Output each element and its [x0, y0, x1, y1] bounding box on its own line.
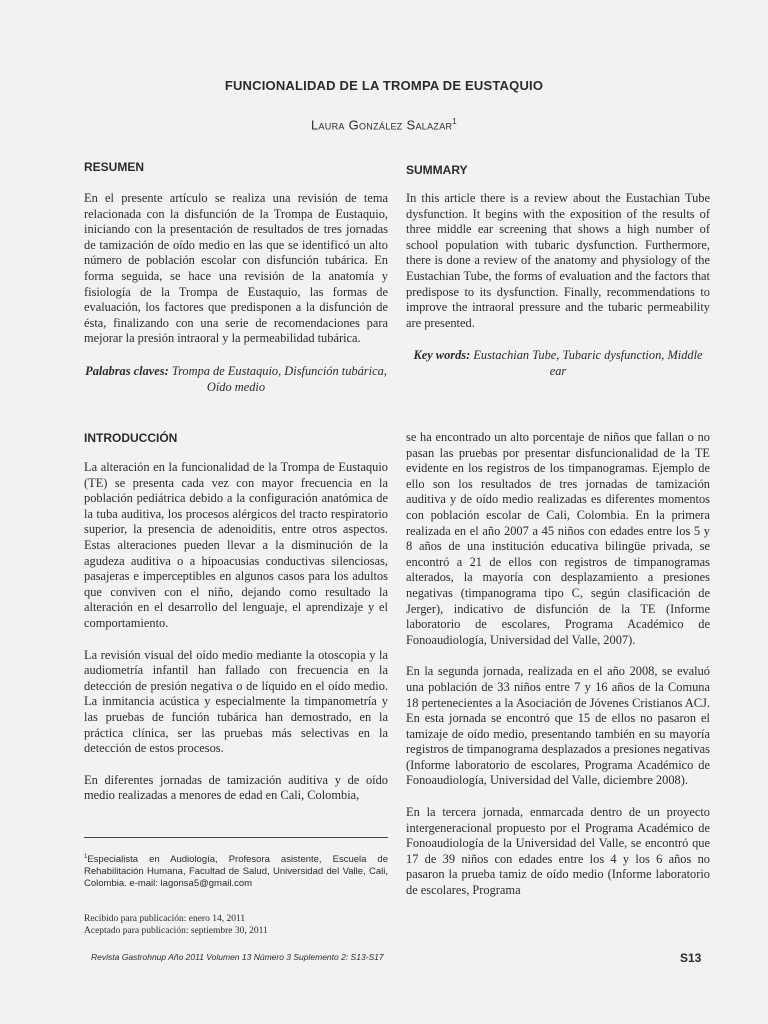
footnote-divider: [84, 837, 388, 838]
author-footnote: [84, 851, 388, 890]
resumen-text: En el presente artículo se realiza una revisión de tema relacionada con la disfunción de la Trompa de Eustaquio, iniciando con la presentación de resultados de tres jornadas de tamización de oído medio en las que se identificó un alto número de población escolar con disfunción tubárica. En forma seguida, se hace una revisión de la anatomía y fisiología de la Trompa de Eustaquio, las formas de evaluación, los factores que predisponen a la disfunción de ésta, finalizando con una serie de recomendaciones para mejorar la presión intraoral y la permeabilidad tubárica.: [84, 191, 388, 346]
intro-section: [84, 431, 388, 804]
intro-paragraph-1: La alteración en la funcionalidad de la Trompa de Eustaquio (TE) se presenta cada vez con mayor frecuencia en la población pediátrica debido a la configuración anatómica de la tuba auditiva, los procesos alérgicos del tracto respiratorio superior, la presencia de adenoiditis, entre otros aspectos. Estas alteraciones pueden llevar a la disminución de la agudeza auditiva o a hipoacusias conductivas silenciosas, pasajeras e imperceptibles en algunos casos para los adultos que conviven con el niño, dejando como resultado la alteración en el desarrollo del lenguaje, el aprendizaje y el comportamiento.: [84, 460, 388, 630]
right-column-body: [406, 430, 710, 899]
summary-heading: SUMMARY: [406, 163, 468, 177]
resumen-section: [84, 160, 388, 395]
resumen-keywords-label: Palabras claves:: [85, 363, 169, 378]
body-paragraph-3: En la tercera jornada, enmarcada dentro de un proyecto intergeneracional propuesto por el Programa Académico de Fonoaudiología de la Universidad del Valle, se encontró que 17 de 39 niños con edades entre los 4 y los 6 años no pasaron la prueba tamiz de oído medio (Informe laboratorio de escolares, Programa: [406, 805, 710, 898]
received-date: Recibido para publicación: enero 14, 2011: [84, 914, 246, 925]
author-name: Laura González Salazar: [310, 117, 453, 133]
author-footnote-mark: 1: [452, 117, 458, 126]
journal-citation: Revista Gastrohnup Año 2011 Volumen 13 Número 3 Suplemento 2: S13-S17: [91, 952, 384, 962]
page-number: S13: [680, 951, 702, 965]
summary-keywords-label: Key words:: [413, 348, 471, 363]
intro-heading: INTRODUCCIÓN: [84, 431, 178, 445]
summary-section: [406, 163, 710, 380]
summary-text: In this article there is a review about the Eustachian Tube dysfunction. It begins with the exposition of the results of three middle ear screening that shows a high number of school population with tubaric dysfunction. Furthermore, there is done a review of the anatomy and physiology of the Eustachian Tube, the forms of evaluation and the factors that predispose to its dysfunction. Finally, recommendations to improve the intraoral pressure and the tubaric permeability are presented.: [406, 191, 710, 330]
intro-paragraph-3: En diferentes jornadas de tamización auditiva y de oído medio realizadas a menores de edad en Cali, Colombia,: [84, 772, 388, 803]
body-paragraph-2: En la segunda jornada, realizada en el año 2008, se evaluó una población de 33 niños entre 7 y 16 años de la Comuna 18 pertenecientes a la Asociación de Jóvenes Cristianos ACJ. En esta jornada se encontró que 15 de ellos no pasaron el tamizaje de oído medio, presentando también en su mayoría registros de timpanograma desplazados a presiones negativas (Informe laboratorio de escolares, Programa Académico de Fonoaudiología, Universidad del Valle, diciembre 2008).: [406, 664, 710, 788]
footnote-section: [84, 851, 388, 937]
footnote-mark: 1: [84, 854, 88, 860]
body-paragraph-1: se ha encontrado un alto porcentaje de niños que fallan o no pasan las pruebas por presentar disfuncionalidad de la TE evidente en los registros de los timpanogramas. Ejemplo de ello son los resultados de tres jornadas de tamización auditiva y de oído medio realizadas es diferentes momentos con población escolar de Cali, Colombia. En la primera realizada en el año 2007 a 45 niños con edades entre los 5 y 8 años de una institución educativa bilingüe privada, se encontró a 21 de ellos con registros de timpanogramas alterados, la mayoría con desplazamiento a presiones negativas (timpanograma tipo C, según clasificación de Jerger), indicativo de disfunción de la TE (Informe laboratorio de escolares, Programa Académico de Fonoaudiología, Universidad del Valle, 2007).: [406, 430, 710, 647]
article-title: FUNCIONALIDAD DE LA TROMPA DE EUSTAQUIO: [224, 78, 544, 93]
footnote-text: Especialista en Audiología, Profesora asistente, Escuela de Rehabilitación Humana, Facultad de Salud, Universidad del Valle, Cali, Colombia. e-mail: lagonsa5@gmail.com: [84, 854, 388, 890]
intro-paragraph-2: La revisión visual del oído medio mediante la otoscopia y la audiometría infantil han fallado con frecuencia en la detección de presión negativa o de líquido en el oído medio. La inmitancia acústica y especialmente la timpanometría y las pruebas de función tubárica han demostrado, en la práctica clínica, ser las pruebas más selectivas en la detección de estos procesos.: [84, 647, 388, 756]
summary-keywords-text: Eustachian Tube, Tubaric dysfunction, Middle ear: [473, 348, 703, 378]
resumen-keywords-text: Trompa de Eustaquio, Disfunción tubárica, Oído medio: [171, 363, 387, 394]
resumen-heading: RESUMEN: [84, 160, 145, 174]
accepted-date: Aceptado para publicación: septiembre 30, 2011: [84, 926, 268, 937]
resumen-keywords: [84, 364, 388, 395]
summary-keywords: [406, 348, 710, 379]
author-line: [0, 117, 768, 132]
